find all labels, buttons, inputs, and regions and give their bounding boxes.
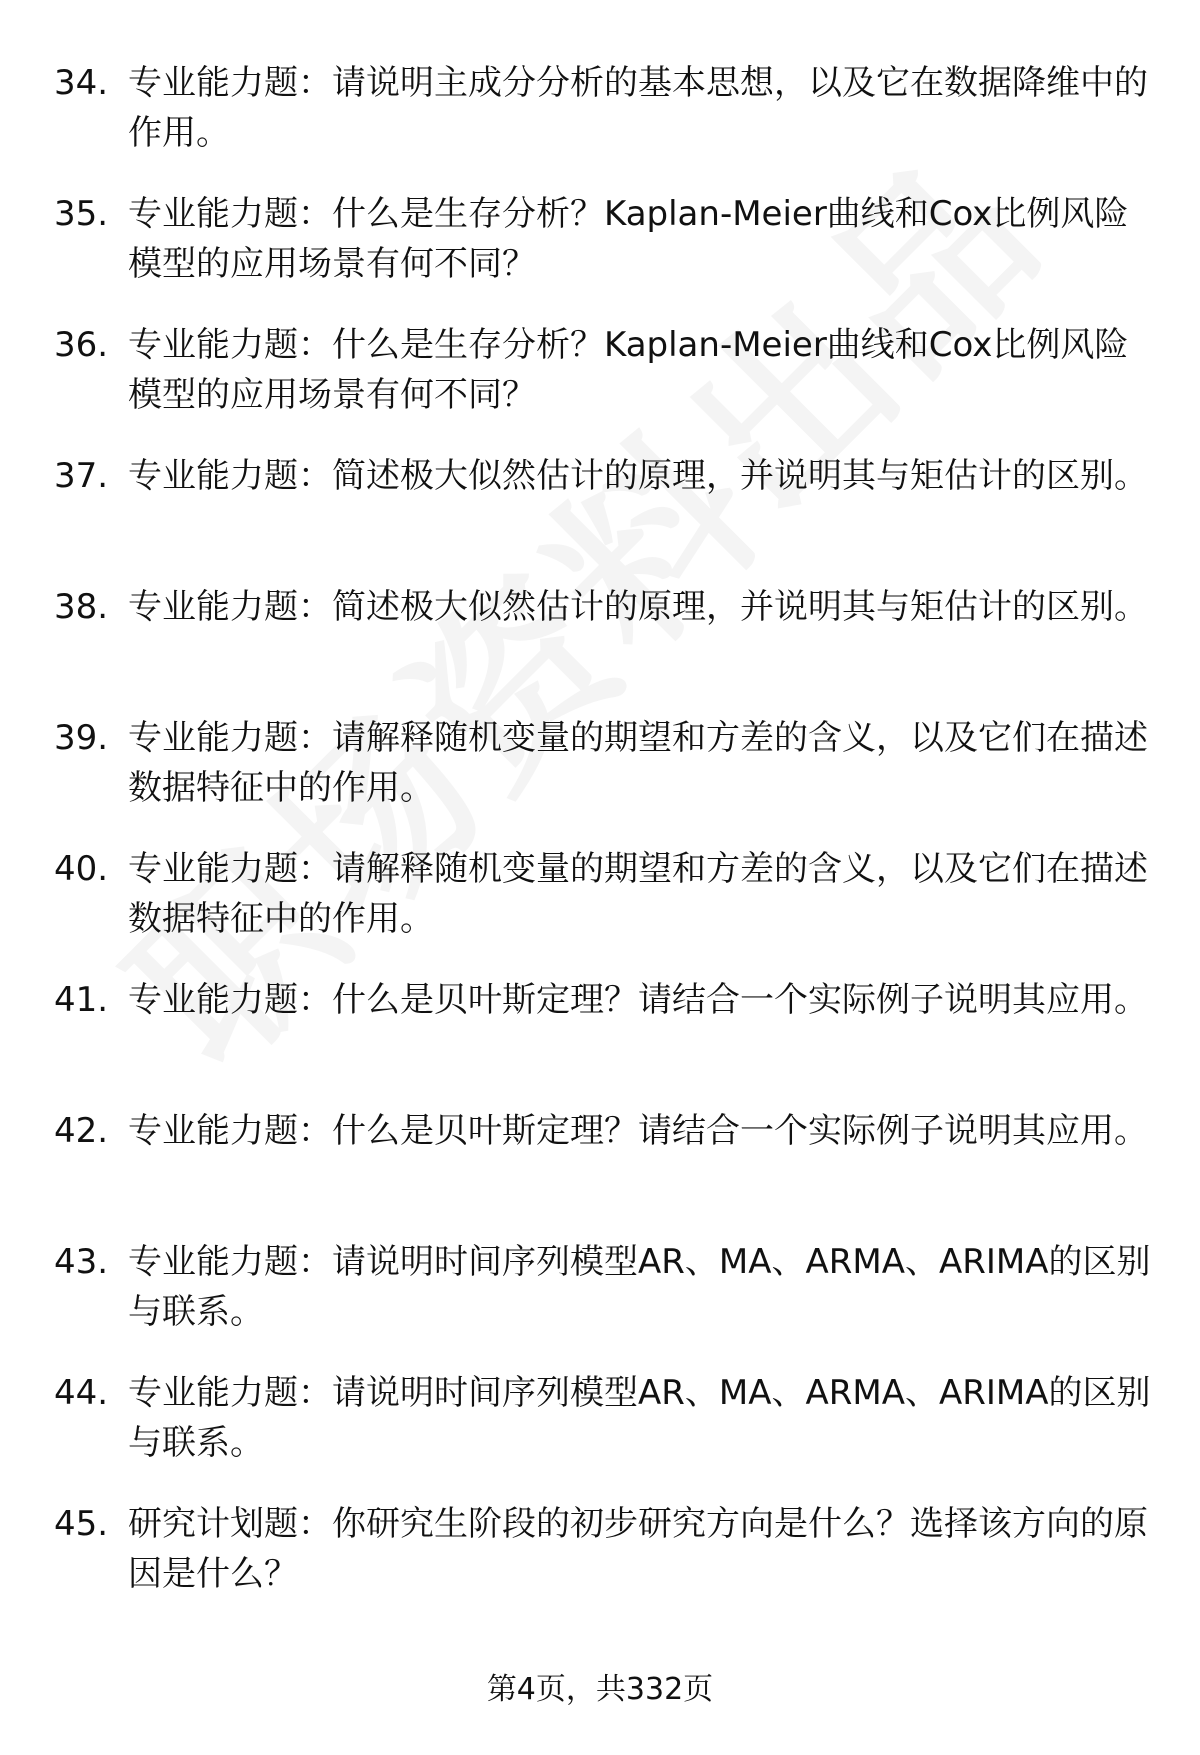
question-text: 专业能力题：简述极大似然估计的原理，并说明其与矩估计的区别。 bbox=[128, 587, 1148, 627]
question-number: 44. bbox=[54, 1373, 109, 1413]
question-number: 39. bbox=[54, 718, 109, 758]
question-number: 40. bbox=[54, 849, 109, 889]
question-item bbox=[0, 1237, 1200, 1368]
question-number: 41. bbox=[54, 980, 109, 1020]
question-number: 38. bbox=[54, 587, 109, 627]
question-text: 专业能力题：什么是贝叶斯定理？请结合一个实际例子说明其应用。 bbox=[128, 1111, 1148, 1151]
question-item bbox=[0, 58, 1200, 189]
question-number: 45. bbox=[54, 1504, 109, 1544]
question-number: 35. bbox=[54, 194, 109, 234]
question-number: 36. bbox=[54, 325, 109, 365]
question-item bbox=[0, 713, 1200, 844]
question-text: 研究计划题：你研究生阶段的初步研究方向是什么？选择该方向的原因是什么？ bbox=[128, 1504, 1148, 1594]
question-text: 专业能力题：请解释随机变量的期望和方差的含义，以及它们在描述数据特征中的作用。 bbox=[128, 718, 1148, 808]
question-number: 34. bbox=[54, 63, 109, 103]
question-item bbox=[0, 320, 1200, 451]
question-item bbox=[0, 975, 1200, 1106]
question-item bbox=[0, 451, 1200, 582]
question-text: 专业能力题：什么是生存分析？Kaplan-Meier曲线和Cox比例风险模型的应用场景有何不同？ bbox=[128, 194, 1129, 284]
question-number: 37. bbox=[54, 456, 109, 496]
question-item bbox=[0, 582, 1200, 713]
question-text: 专业能力题：什么是贝叶斯定理？请结合一个实际例子说明其应用。 bbox=[128, 980, 1148, 1020]
page-footer: 第4页，共332页 bbox=[486, 1672, 714, 1707]
question-list bbox=[0, 58, 1200, 1630]
question-text: 专业能力题：请说明时间序列模型AR、MA、ARMA、ARIMA的区别与联系。 bbox=[128, 1242, 1151, 1332]
question-text: 专业能力题：请说明时间序列模型AR、MA、ARMA、ARIMA的区别与联系。 bbox=[128, 1373, 1151, 1463]
question-number: 42. bbox=[54, 1111, 109, 1151]
question-item bbox=[0, 844, 1200, 975]
question-item bbox=[0, 189, 1200, 320]
question-text: 专业能力题：请说明主成分分析的基本思想，以及它在数据降维中的作用。 bbox=[128, 63, 1148, 153]
question-text: 专业能力题：什么是生存分析？Kaplan-Meier曲线和Cox比例风险模型的应用场景有何不同？ bbox=[128, 325, 1129, 415]
question-item bbox=[0, 1106, 1200, 1237]
question-text: 专业能力题：简述极大似然估计的原理，并说明其与矩估计的区别。 bbox=[128, 456, 1148, 496]
question-item bbox=[0, 1368, 1200, 1499]
question-item bbox=[0, 1499, 1200, 1630]
question-text: 专业能力题：请解释随机变量的期望和方差的含义，以及它们在描述数据特征中的作用。 bbox=[128, 849, 1148, 939]
question-number: 43. bbox=[54, 1242, 109, 1282]
